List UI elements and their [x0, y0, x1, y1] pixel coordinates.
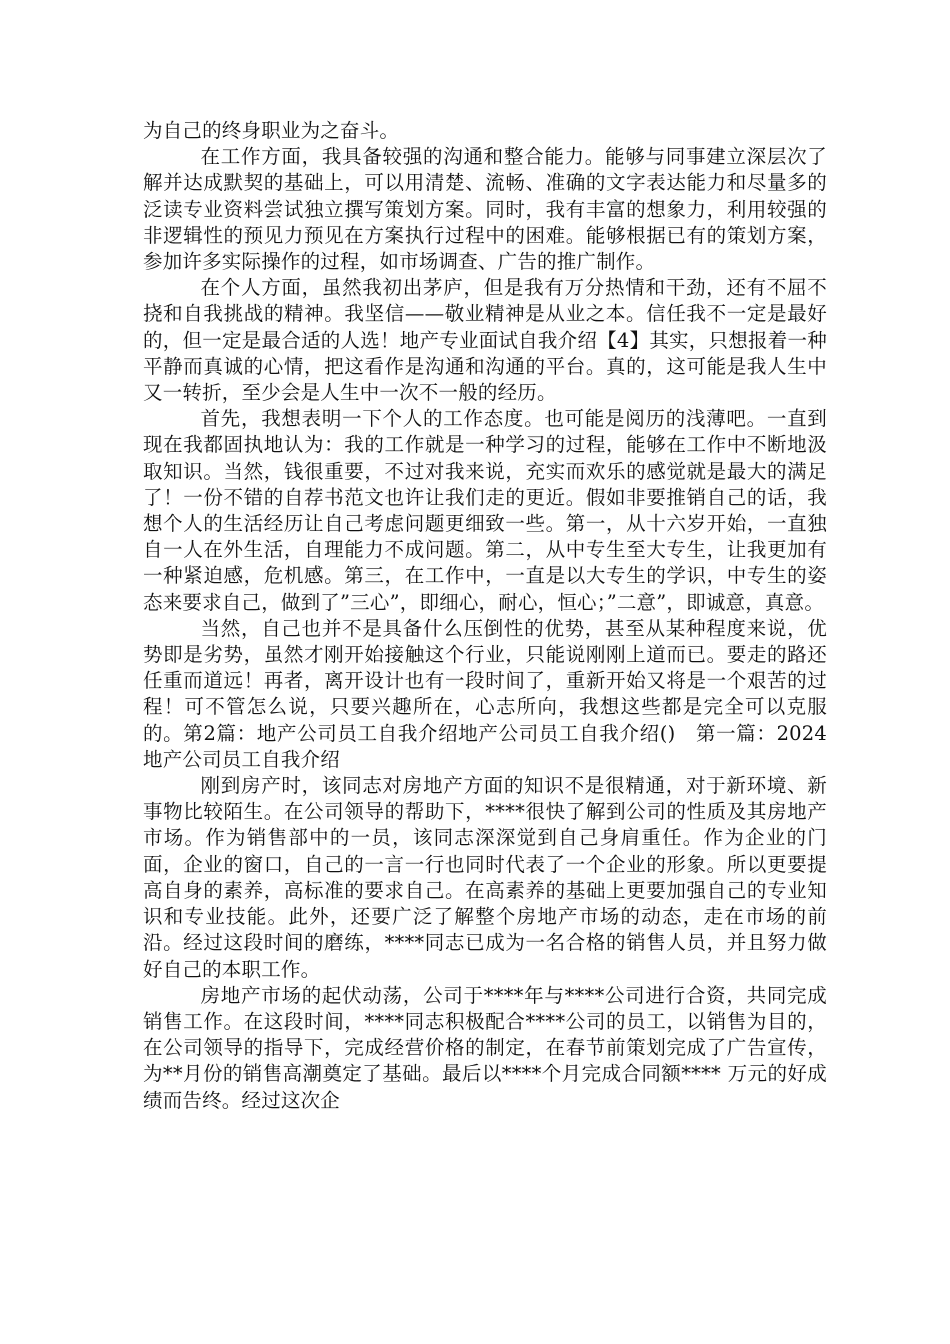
- paragraph-1: 为自己的终身职业为之奋斗。: [143, 119, 400, 142]
- paragraph-6: 刚到房产时，该同志对房地产方面的知识不是很精通，对于新环境、新事物比较陌生。在公司领导的帮助下，****很快了解到公司的性质及其房地产市场。作为销售部中的一员，该同志深深觉到自己身肩重任。作为企业的门面，企业的窗口，自己的一言一行也同时代表了一个企业的形象。所以更要提高自身的素养，高标准的要求自己。在高素养的基础上更要加强自己的专业知识和专业技能。此外，还要广泛了解整个房地产市场的动态，走在市场的前沿。经过这段时间的磨练，****同志已成为一名合格的销售人员，并且努力做好自己的本职工作。: [143, 774, 827, 981]
- document-page: [143, 118, 827, 1114]
- paragraph-5: 当然，自己也并不是具备什么压倒性的优势，甚至从某种程度来说，优势即是劣势，虽然才刚开始接触这个行业，只能说刚刚上道而已。要走的路还任重而道远！再者，离开设计也有一段时间了，重新开始又将是一个艰苦的过程！可不管怎么说，只要兴趣所在，心志所向，我想这些都是完全可以克服的。第2篇：地产公司员工自我介绍地产公司员工自我介绍() 第一篇：2024地产公司员工自我介绍: [143, 616, 827, 771]
- paragraph-3: 在个人方面，虽然我初出茅庐，但是我有万分热情和干劲，还有不屈不挠和自我挑战的精神。我坚信——敬业精神是从业之本。信任我不一定是最好的，但一定是最合适的人选！地产专业面试自我介绍【4】其实，只想报着一种平静而真诚的心情，把这看作是沟通和沟通的平台。真的，这可能是我人生中又一转折，至少会是人生中一次不一般的经历。: [143, 276, 827, 405]
- paragraph-4: 首先，我想表明一下个人的工作态度。也可能是阅历的浅薄吧。一直到现在我都固执地认为：我的工作就是一种学习的过程，能够在工作中不断地汲取知识。当然，钱很重要，不过对我来说，充实而欢乐的感觉就是最大的满足了！一份不错的自荐书范文也许让我们走的更近。假如非要推销自己的话，我想个人的生活经历让自己考虑问题更细致一些。第一，从十六岁开始，一直独自一人在外生活，自理能力不成问题。第二，从中专生至大专生，让我更加有一种紧迫感，危机感。第三，在工作中，一直是以大专生的学识，中专生的姿态来要求自己，做到了”三心”，即细心，耐心，恒心；”二意”，即诚意，真意。: [143, 407, 827, 614]
- paragraph-7: 房地产市场的起伏动荡，公司于****年与****公司进行合资，共同完成销售工作。在这段时间，****同志积极配合****公司的员工，以销售为目的，在公司领导的指导下，完成经营价格的制定，在春节前策划完成了广告宣传，为**月份的销售高潮奠定了基础。最后以****个月完成合同额**** 万元的好成绩而告终。经过这次企: [143, 983, 827, 1112]
- paragraph-2: 在工作方面，我具备较强的沟通和整合能力。能够与同事建立深层次了解并达成默契的基础上，可以用清楚、流畅、准确的文字表达能力和尽量多的泛读专业资料尝试独立撰写策划方案。同时，我有丰富的想象力，利用较强的非逻辑性的预见力预见在方案执行过程中的困难。能够根据已有的策划方案，参加许多实际操作的过程，如市场调查、广告的推广制作。: [143, 145, 827, 274]
